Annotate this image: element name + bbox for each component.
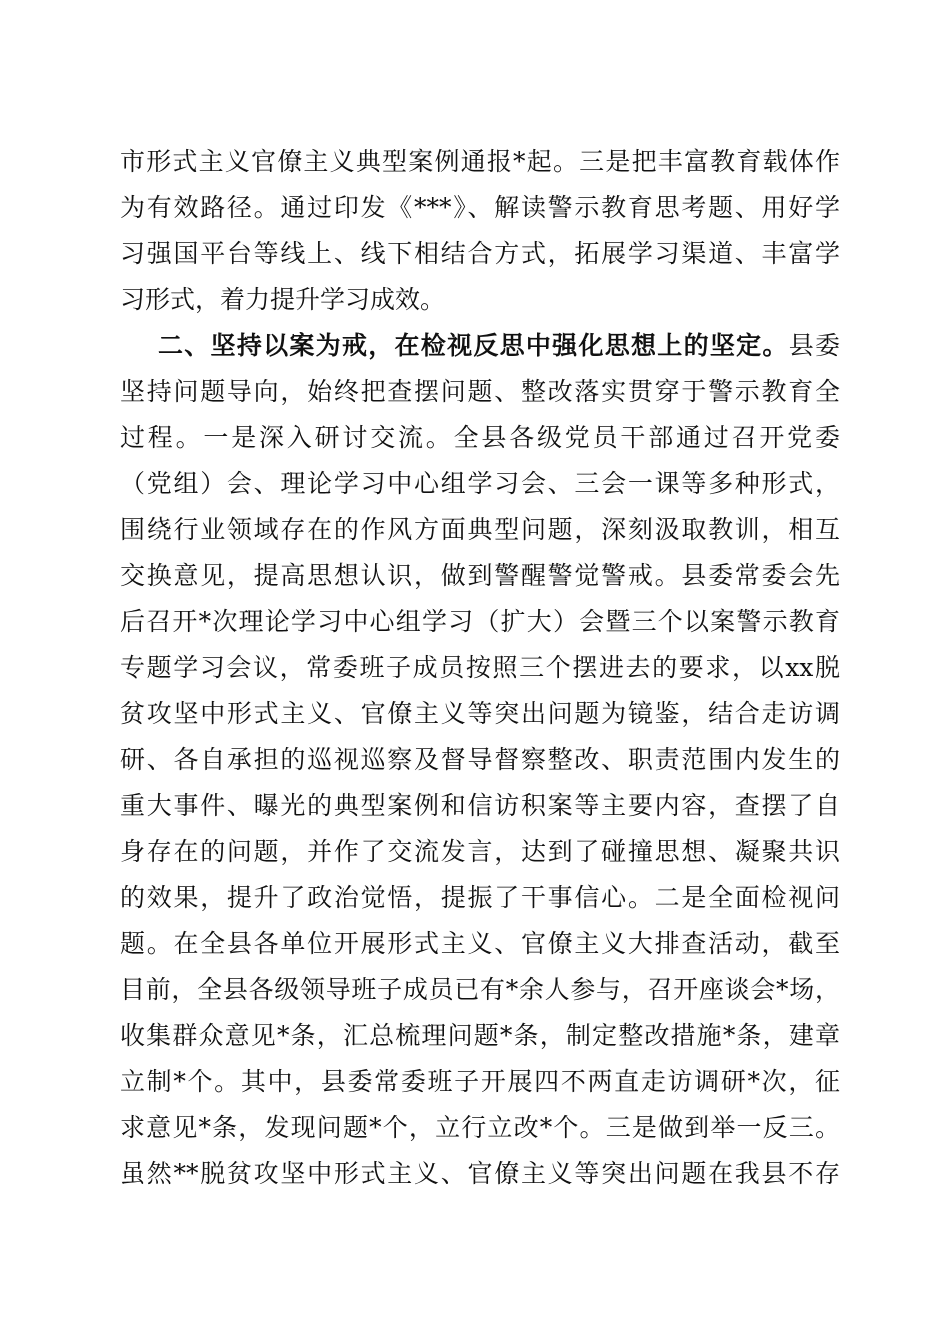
document-body	[120, 145, 840, 1188]
paragraph-line: 市形式主义官僚主义典型案例通报*起。三是把丰富教育载体作	[120, 147, 840, 176]
paragraph-line: 题。在全县各单位开展形式主义、官僚主义大排查活动，截至	[120, 929, 840, 958]
paragraph-line: 习强国平台等线上、线下相结合方式，拓展学习渠道、丰富学	[120, 239, 840, 268]
paragraph-line: 收集群众意见*条，汇总梳理问题*条，制定整改措施*条，建章	[120, 1021, 840, 1050]
section-heading: 二、坚持以案为戒，在检视反思中强化思想上的坚定。	[158, 331, 789, 360]
paragraph-line: 目前，全县各级领导班子成员已有*余人参与，召开座谈会*场，	[120, 975, 840, 1004]
paragraph-line: 后召开*次理论学习中心组学习（扩大）会暨三个以案警示教育	[120, 607, 840, 636]
paragraph-line: 为有效路径。通过印发《***》、解读警示教育思考题、用好学	[120, 193, 840, 222]
paragraph-line: （党组）会、理论学习中心组学习会、三会一课等多种形式，	[120, 469, 840, 498]
paragraph-line: 围绕行业领域存在的作风方面典型问题，深刻汲取教训，相互	[120, 515, 840, 544]
section-heading-rest: 县委	[788, 331, 840, 360]
paragraph-line: 贫攻坚中形式主义、官僚主义等突出问题为镜鉴，结合走访调	[120, 699, 840, 728]
paragraph-line: 求意见*条，发现问题*个，立行立改*个。三是做到举一反三。	[120, 1113, 840, 1142]
paragraph-line: 研、各自承担的巡视巡察及督导督察整改、职责范围内发生的	[120, 745, 840, 774]
section-heading-line	[120, 329, 840, 363]
paragraph-line: 身存在的问题，并作了交流发言，达到了碰撞思想、凝聚共识	[120, 837, 840, 866]
paragraph-line: 习形式，着力提升学习成效。	[120, 285, 446, 314]
paragraph-line: 过程。一是深入研讨交流。全县各级党员干部通过召开党委	[120, 423, 840, 452]
paragraph-line: 重大事件、曝光的典型案例和信访积案等主要内容，查摆了自	[120, 791, 840, 820]
paragraph-line: 交换意见，提高思想认识，做到警醒警觉警戒。县委常委会先	[120, 561, 840, 590]
paragraph-line: 立制*个。其中，县委常委班子开展四不两直走访调研*次，征	[120, 1067, 840, 1096]
paragraph-line: 虽然**脱贫攻坚中形式主义、官僚主义等突出问题在我县不存	[120, 1159, 840, 1188]
paragraph-line: 专题学习会议，常委班子成员按照三个摆进去的要求，以xx脱	[120, 653, 840, 682]
paragraph-line: 坚持问题导向，始终把查摆问题、整改落实贯穿于警示教育全	[120, 377, 840, 406]
paragraph-line: 的效果，提升了政治觉悟，提振了干事信心。二是全面检视问	[120, 883, 840, 912]
